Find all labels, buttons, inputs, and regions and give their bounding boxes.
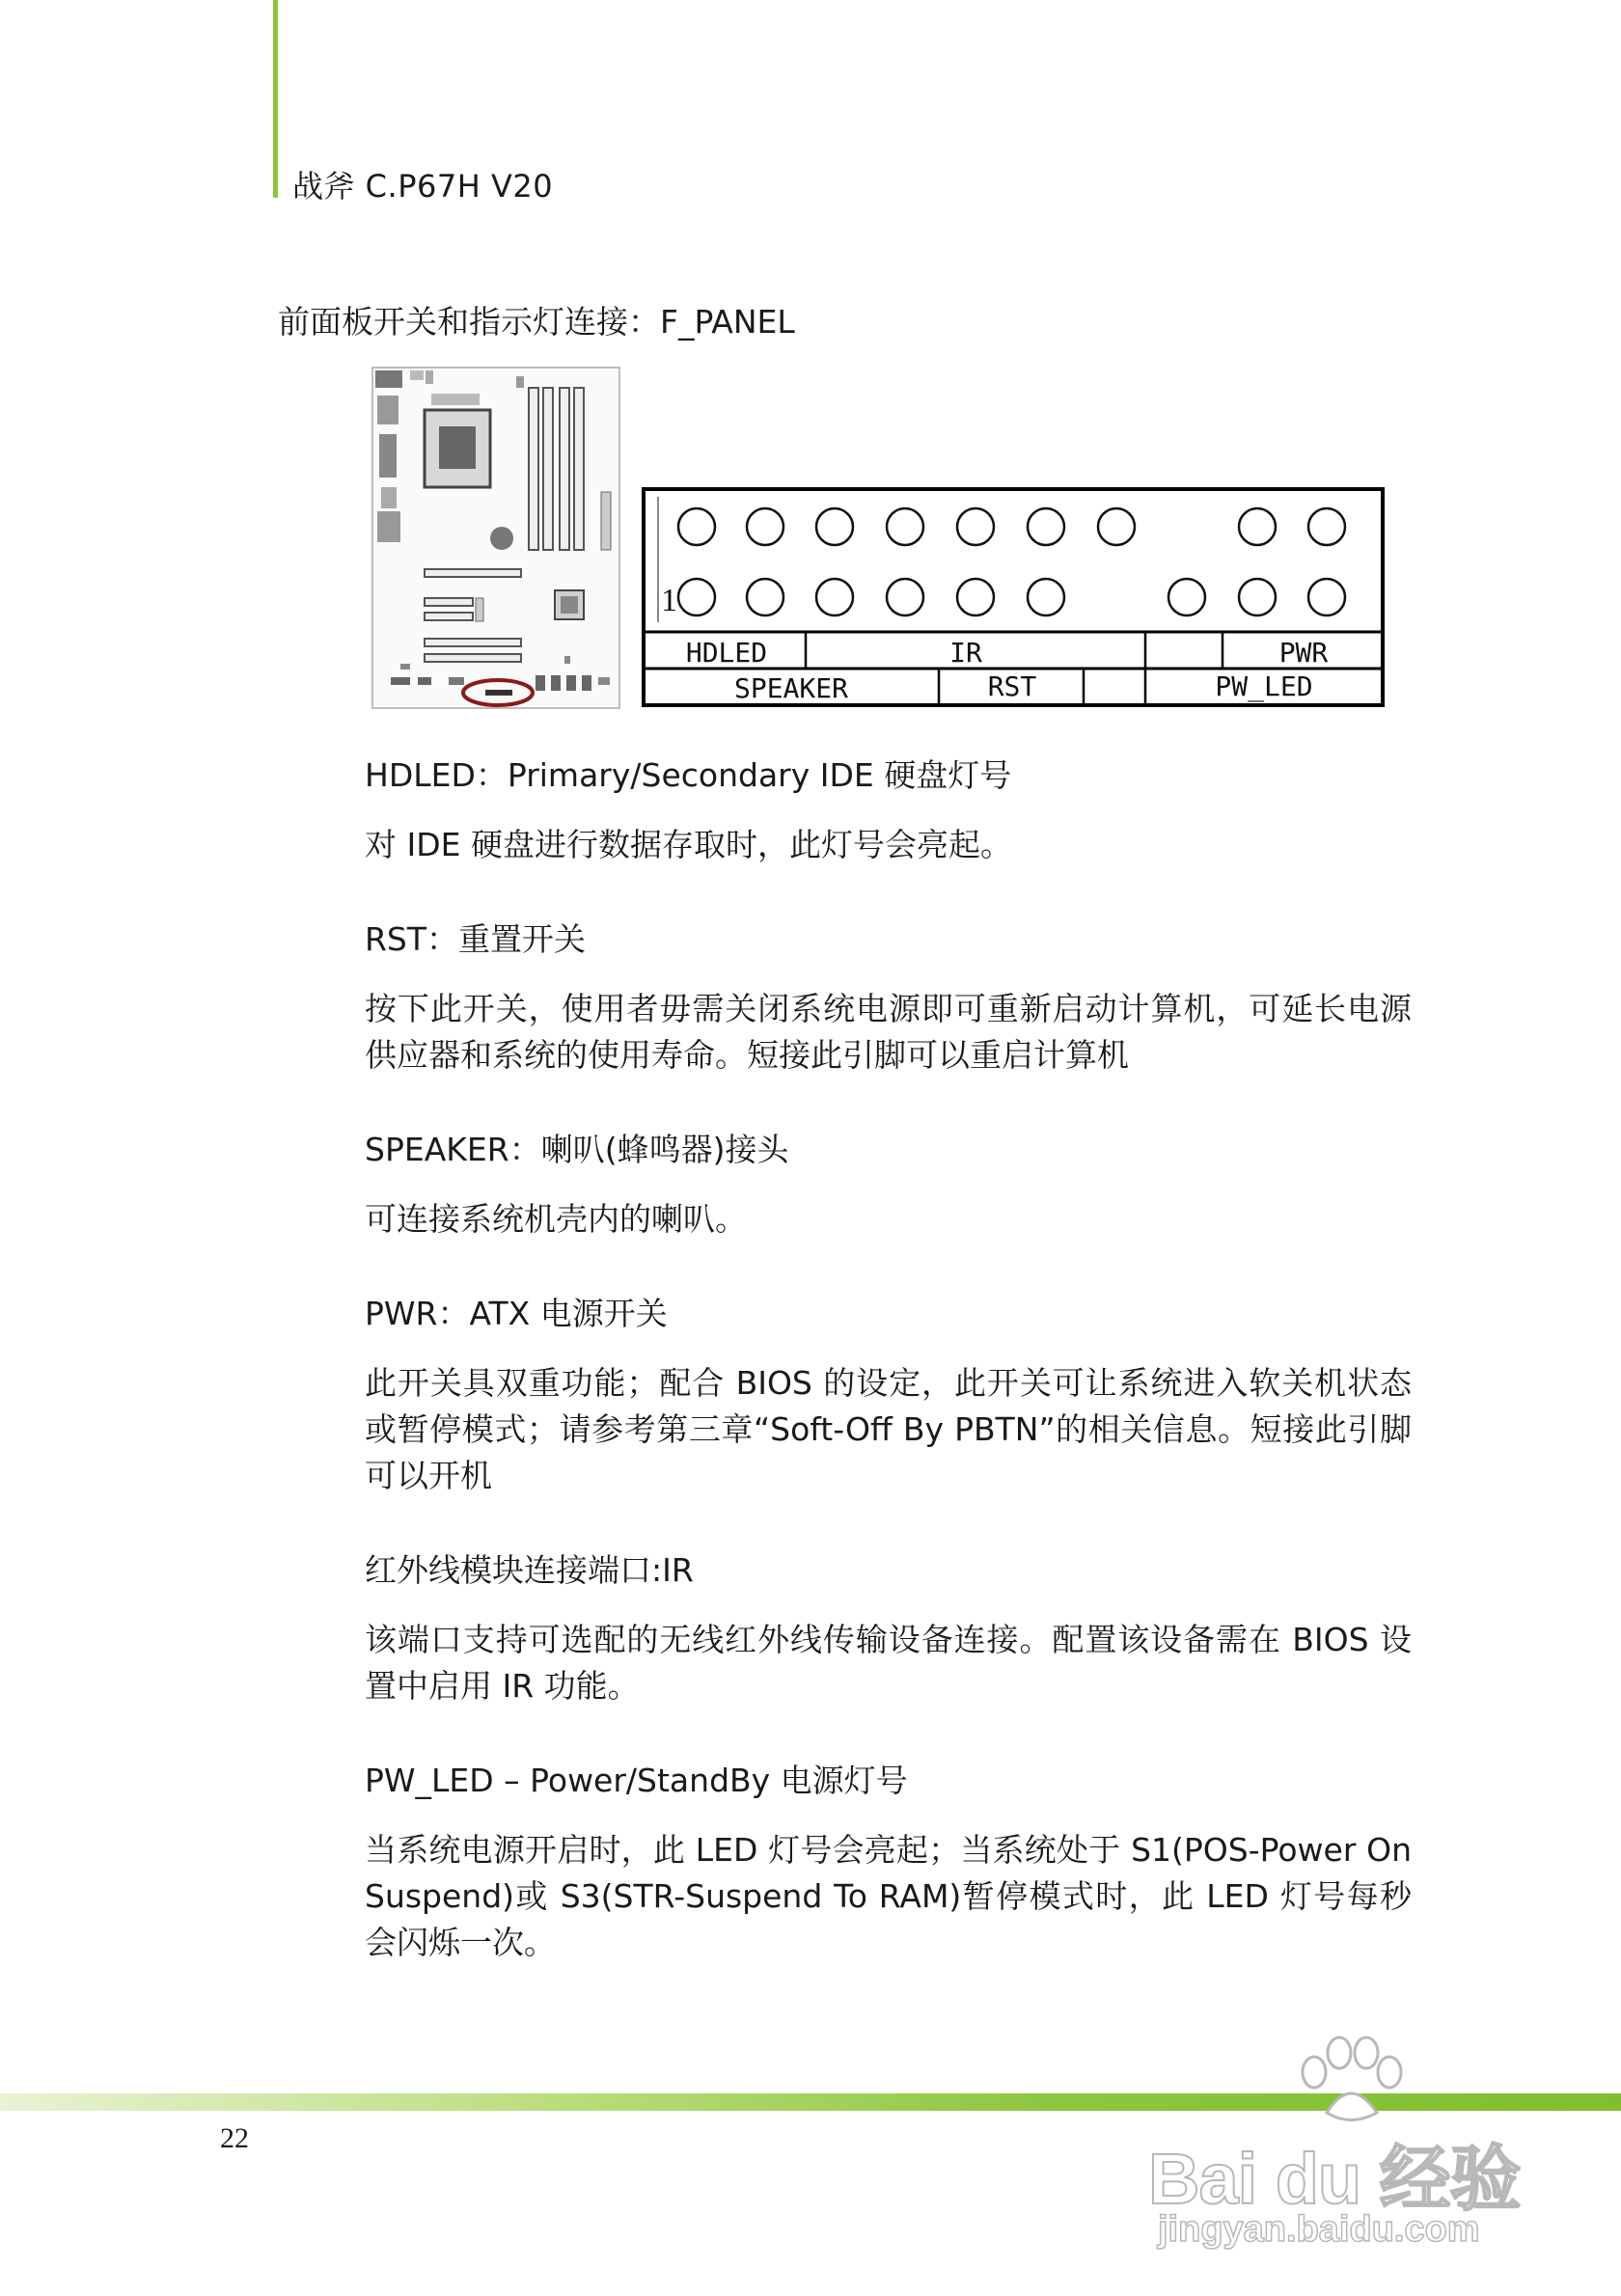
item-title: RST：重置开关 (365, 920, 587, 958)
item-rst (365, 916, 1412, 1079)
label-pwr: PWR (1278, 637, 1329, 669)
header-title: 战斧 C.P67H V20 (292, 168, 554, 205)
label-ir: IR (949, 637, 982, 669)
item-hdled (365, 752, 1412, 868)
pin (678, 508, 715, 545)
pin (1028, 579, 1064, 615)
label-pw-led: PW_LED (1215, 670, 1313, 702)
section-title: 前面板开关和指示灯连接：F_PANEL (278, 303, 795, 341)
label-hdled: HDLED (685, 637, 768, 669)
description-list (365, 752, 1412, 2014)
pin (747, 508, 783, 545)
watermark-url: jingyan.baidu.com (1158, 2209, 1480, 2250)
motherboard-thumbnail (371, 367, 620, 709)
pin (747, 579, 783, 615)
item-title: PW_LED – Power/StandBy 电源灯号 (365, 1762, 908, 1799)
pin (887, 508, 923, 545)
f-panel-pin-diagram (642, 487, 1385, 707)
item-body: 此开关具双重功能；配合 BIOS 的设定，此开关可让系统进入软关机状态或暂停模式；请参考第三章“Soft-Off By PBTN”的相关信息。短接此引脚可以开机 (365, 1364, 1412, 1494)
item-body: 该端口支持可选配的无线红外线传输设备连接。配置该设备需在 BIOS 设置中启用 IR 功能。 (365, 1621, 1412, 1705)
pin (1308, 579, 1345, 615)
pin (1239, 508, 1276, 545)
item-title: PWR：ATX 电源开关 (365, 1295, 668, 1332)
item-body: 按下此开关，使用者毋需关闭系统电源即可重新启动计算机，可延长电源供应器和系统的使用寿命。短接此引脚可以重启计算机 (365, 990, 1412, 1074)
baidu-watermark (1148, 2036, 1553, 2257)
pin (816, 579, 853, 615)
item-body: 可连接系统机壳内的喇叭。 (365, 1200, 747, 1238)
header-accent-bar (273, 0, 278, 198)
item-title: HDLED：Primary/Secondary IDE 硬盘灯号 (365, 756, 1012, 794)
item-speaker (365, 1127, 1412, 1243)
pin (1098, 508, 1135, 545)
pin (957, 579, 994, 615)
pin-1-label: 1 (661, 583, 677, 618)
item-ir (365, 1547, 1412, 1709)
pin (1308, 508, 1345, 545)
item-body: 当系统电源开启时，此 LED 灯号会亮起；当系统处于 S1(POS-Power On Suspend)或 S3(STR-Suspend To RAM)暂停模式时，此 LED 灯号每秒会闪烁一次。 (365, 1831, 1412, 1961)
item-body: 对 IDE 硬盘进行数据存取时，此灯号会亮起。 (365, 826, 1012, 863)
pin (1028, 508, 1064, 545)
pin (957, 508, 994, 545)
item-title: SPEAKER：喇叭(蜂鸣器)接头 (365, 1131, 789, 1168)
pin (678, 579, 715, 615)
label-speaker: SPEAKER (733, 672, 849, 704)
item-title: 红外线模块连接端口:IR (365, 1551, 694, 1589)
label-rst: RST (987, 670, 1037, 702)
item-pw-led (365, 1758, 1412, 1966)
watermark-brand: Bai du 经验 (1148, 2139, 1521, 2219)
page-number: 22 (220, 2122, 249, 2154)
paw-icon (1293, 2036, 1409, 2127)
pin (1168, 579, 1205, 615)
pin (816, 508, 853, 545)
item-pwr (365, 1291, 1412, 1499)
pin (887, 579, 923, 615)
pin (1239, 579, 1276, 615)
